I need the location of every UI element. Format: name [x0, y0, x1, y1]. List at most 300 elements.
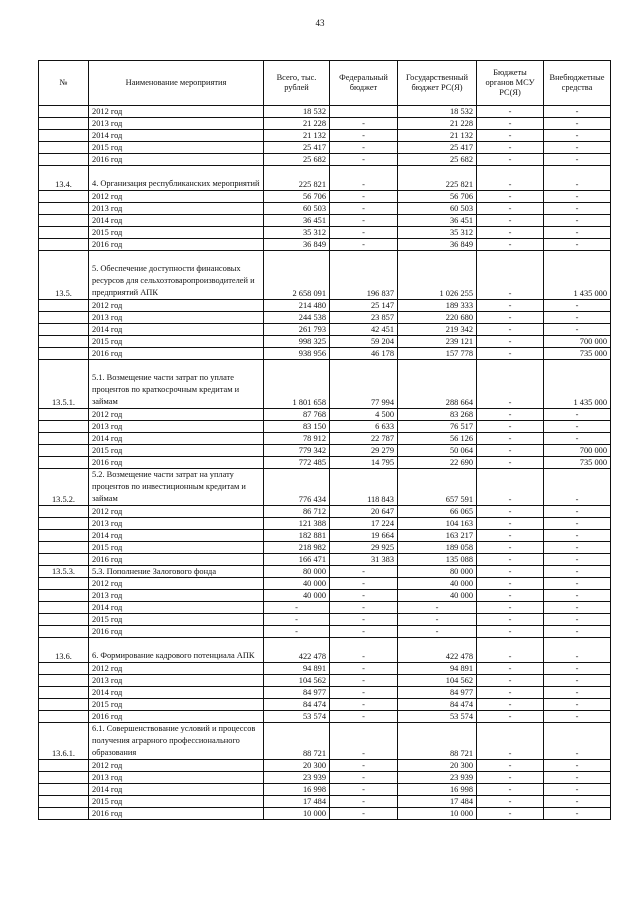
row-extra: - — [544, 432, 611, 444]
row-state: 80 000 — [398, 565, 477, 577]
table-row — [39, 468, 611, 505]
table-row — [39, 142, 611, 154]
row-name: 2012 год — [89, 408, 264, 420]
row-state: 20 300 — [398, 759, 477, 771]
row-name: 2013 год — [89, 771, 264, 783]
row-state: 60 503 — [398, 203, 477, 215]
row-state: 104 562 — [398, 675, 477, 687]
row-total: 1 801 658 — [264, 360, 330, 409]
row-federal: 14 795 — [330, 456, 398, 468]
table-row — [39, 614, 611, 626]
row-number — [39, 614, 89, 626]
row-extra: - — [544, 166, 611, 191]
row-federal: - — [330, 614, 398, 626]
row-msu: - — [477, 408, 544, 420]
row-msu: - — [477, 553, 544, 565]
row-total: 938 956 — [264, 348, 330, 360]
row-number — [39, 420, 89, 432]
row-number — [39, 215, 89, 227]
row-federal: 118 843 — [330, 468, 398, 505]
row-state: 10 000 — [398, 808, 477, 820]
row-name: 2014 год — [89, 215, 264, 227]
table-row — [39, 251, 611, 300]
row-number — [39, 227, 89, 239]
row-name: 2013 год — [89, 420, 264, 432]
row-number — [39, 711, 89, 723]
row-federal: - — [330, 130, 398, 142]
row-total: 40 000 — [264, 589, 330, 601]
row-extra: - — [544, 118, 611, 130]
row-name: 2014 год — [89, 687, 264, 699]
row-number — [39, 675, 89, 687]
row-msu: - — [477, 239, 544, 251]
row-state: 18 532 — [398, 106, 477, 118]
row-extra: 1 435 000 — [544, 360, 611, 409]
row-number — [39, 299, 89, 311]
row-extra: - — [544, 106, 611, 118]
row-extra: - — [544, 142, 611, 154]
row-msu: - — [477, 444, 544, 456]
row-extra: - — [544, 215, 611, 227]
row-total: 36 451 — [264, 215, 330, 227]
row-msu: - — [477, 759, 544, 771]
table-row — [39, 336, 611, 348]
row-name: 2013 год — [89, 203, 264, 215]
table-row — [39, 638, 611, 663]
row-extra: - — [544, 420, 611, 432]
row-extra: - — [544, 771, 611, 783]
row-name: 2012 год — [89, 662, 264, 674]
row-extra: - — [544, 408, 611, 420]
table-row — [39, 444, 611, 456]
table-row — [39, 360, 611, 409]
row-msu: - — [477, 130, 544, 142]
table-row — [39, 408, 611, 420]
row-name: 2013 год — [89, 118, 264, 130]
row-federal: 22 787 — [330, 432, 398, 444]
row-extra: - — [544, 517, 611, 529]
row-state: 88 721 — [398, 723, 477, 760]
row-name: 2014 год — [89, 602, 264, 614]
row-state: 84 474 — [398, 699, 477, 711]
row-extra: - — [544, 299, 611, 311]
row-name: 4. Организация республиканских мероприятий — [89, 166, 264, 191]
row-name: 2013 год — [89, 517, 264, 529]
row-state: 25 682 — [398, 154, 477, 166]
row-msu: - — [477, 796, 544, 808]
row-extra: - — [544, 675, 611, 687]
row-total: 182 881 — [264, 529, 330, 541]
table-row — [39, 565, 611, 577]
row-state: 76 517 — [398, 420, 477, 432]
row-state: 36 451 — [398, 215, 477, 227]
row-extra: - — [544, 784, 611, 796]
row-name: 2015 год — [89, 699, 264, 711]
row-federal: 29 279 — [330, 444, 398, 456]
row-name: 2016 год — [89, 239, 264, 251]
row-state: 225 821 — [398, 166, 477, 191]
row-msu: - — [477, 577, 544, 589]
table-row — [39, 191, 611, 203]
row-federal: - — [330, 626, 398, 638]
row-extra: - — [544, 723, 611, 760]
row-name: 2014 год — [89, 784, 264, 796]
row-msu: - — [477, 565, 544, 577]
row-federal: - — [330, 784, 398, 796]
row-number — [39, 142, 89, 154]
row-total: 261 793 — [264, 323, 330, 335]
row-total: 244 538 — [264, 311, 330, 323]
row-state: 288 664 — [398, 360, 477, 409]
row-federal: - — [330, 759, 398, 771]
row-state: 50 064 — [398, 444, 477, 456]
row-federal: - — [330, 638, 398, 663]
row-number — [39, 553, 89, 565]
row-extra: - — [544, 565, 611, 577]
row-number — [39, 517, 89, 529]
row-total: 121 388 — [264, 517, 330, 529]
row-number — [39, 118, 89, 130]
row-name: 2015 год — [89, 142, 264, 154]
row-number — [39, 311, 89, 323]
row-msu: - — [477, 311, 544, 323]
table-row — [39, 784, 611, 796]
table-row — [39, 699, 611, 711]
row-state: 220 680 — [398, 311, 477, 323]
row-federal: - — [330, 227, 398, 239]
table-row — [39, 711, 611, 723]
row-federal: - — [330, 711, 398, 723]
row-msu: - — [477, 711, 544, 723]
row-federal: - — [330, 589, 398, 601]
row-name: 6.1. Совершенствование условий и процессов получения аграрного профессионального образования — [89, 723, 264, 760]
row-total: 60 503 — [264, 203, 330, 215]
row-total: 80 000 — [264, 565, 330, 577]
row-extra: - — [544, 191, 611, 203]
row-state: 239 121 — [398, 336, 477, 348]
row-federal: - — [330, 142, 398, 154]
row-msu: - — [477, 687, 544, 699]
row-number — [39, 589, 89, 601]
row-federal: 46 178 — [330, 348, 398, 360]
row-msu: - — [477, 251, 544, 300]
row-total: 94 891 — [264, 662, 330, 674]
row-msu: - — [477, 771, 544, 783]
table-row — [39, 675, 611, 687]
row-extra: - — [544, 808, 611, 820]
row-state: 83 268 — [398, 408, 477, 420]
table-row — [39, 239, 611, 251]
row-federal: 23 857 — [330, 311, 398, 323]
row-extra: - — [544, 614, 611, 626]
row-state: 40 000 — [398, 589, 477, 601]
table-row — [39, 154, 611, 166]
row-extra: - — [544, 203, 611, 215]
row-total: 422 478 — [264, 638, 330, 663]
row-name: 2015 год — [89, 614, 264, 626]
row-federal: - — [330, 154, 398, 166]
row-number — [39, 323, 89, 335]
row-number — [39, 602, 89, 614]
row-total: 25 682 — [264, 154, 330, 166]
row-name: 2016 год — [89, 553, 264, 565]
row-name: 2014 год — [89, 323, 264, 335]
row-state: 25 417 — [398, 142, 477, 154]
row-msu: - — [477, 299, 544, 311]
table-row — [39, 130, 611, 142]
row-msu: - — [477, 191, 544, 203]
row-msu: - — [477, 602, 544, 614]
row-extra: - — [544, 130, 611, 142]
row-name: 2012 год — [89, 191, 264, 203]
row-state: 36 849 — [398, 239, 477, 251]
table-row — [39, 432, 611, 444]
row-federal: 6 633 — [330, 420, 398, 432]
row-number — [39, 687, 89, 699]
row-number: 13.6. — [39, 638, 89, 663]
row-number — [39, 771, 89, 783]
row-msu: - — [477, 529, 544, 541]
row-federal: - — [330, 675, 398, 687]
row-name: 2015 год — [89, 336, 264, 348]
row-state: 94 891 — [398, 662, 477, 674]
row-state: 1 026 255 — [398, 251, 477, 300]
row-federal — [330, 106, 398, 118]
row-total: - — [264, 614, 330, 626]
row-total: 88 721 — [264, 723, 330, 760]
row-number — [39, 106, 89, 118]
row-name: 2012 год — [89, 759, 264, 771]
row-extra: 700 000 — [544, 336, 611, 348]
row-state: - — [398, 614, 477, 626]
row-federal: - — [330, 191, 398, 203]
header-total: Всего, тыс. рублей — [264, 61, 330, 106]
header-federal: Федеральный бюджет — [330, 61, 398, 106]
row-federal: 29 925 — [330, 541, 398, 553]
row-msu: - — [477, 203, 544, 215]
table-row — [39, 553, 611, 565]
row-state: 219 342 — [398, 323, 477, 335]
row-name: 5.2. Возмещение части затрат на уплату процентов по инвестиционным кредитам и займам — [89, 468, 264, 505]
table-row — [39, 589, 611, 601]
row-msu: - — [477, 118, 544, 130]
row-federal: 77 994 — [330, 360, 398, 409]
row-msu: - — [477, 505, 544, 517]
row-msu: - — [477, 614, 544, 626]
row-name: 2016 год — [89, 348, 264, 360]
row-msu: - — [477, 142, 544, 154]
header-row — [39, 61, 611, 106]
header-extra: Внебюджетные средства — [544, 61, 611, 106]
table-row — [39, 796, 611, 808]
row-extra: - — [544, 154, 611, 166]
row-total: 21 132 — [264, 130, 330, 142]
row-msu: - — [477, 348, 544, 360]
row-name: 2014 год — [89, 130, 264, 142]
row-msu: - — [477, 808, 544, 820]
row-name: 2015 год — [89, 541, 264, 553]
row-name: 5. Обеспечение доступности финансовых ресурсов для сельхозтоваропроизводителей и предприятий АПК — [89, 251, 264, 300]
row-msu: - — [477, 154, 544, 166]
row-federal: 17 224 — [330, 517, 398, 529]
row-federal: - — [330, 662, 398, 674]
row-number — [39, 796, 89, 808]
table-row — [39, 118, 611, 130]
row-federal: - — [330, 215, 398, 227]
row-msu: - — [477, 336, 544, 348]
row-state: 189 333 — [398, 299, 477, 311]
row-total: 772 485 — [264, 456, 330, 468]
row-state: 657 591 — [398, 468, 477, 505]
row-federal: - — [330, 687, 398, 699]
table-row — [39, 602, 611, 614]
table-row — [39, 529, 611, 541]
row-state: 23 939 — [398, 771, 477, 783]
row-extra: - — [544, 662, 611, 674]
row-number: 13.6.1. — [39, 723, 89, 760]
row-name: 2016 год — [89, 626, 264, 638]
row-total: 2 658 091 — [264, 251, 330, 300]
row-total: 779 342 — [264, 444, 330, 456]
row-federal: 20 647 — [330, 505, 398, 517]
row-extra: - — [544, 529, 611, 541]
row-total: 84 474 — [264, 699, 330, 711]
row-msu: - — [477, 420, 544, 432]
row-state: 56 126 — [398, 432, 477, 444]
row-total: 998 325 — [264, 336, 330, 348]
row-federal: - — [330, 166, 398, 191]
table-row — [39, 626, 611, 638]
row-total: 78 912 — [264, 432, 330, 444]
row-extra: - — [544, 638, 611, 663]
row-federal: - — [330, 723, 398, 760]
row-total: 36 849 — [264, 239, 330, 251]
row-total: - — [264, 626, 330, 638]
row-total: 35 312 — [264, 227, 330, 239]
row-name: 2016 год — [89, 711, 264, 723]
row-msu: - — [477, 106, 544, 118]
row-number — [39, 759, 89, 771]
row-state: 56 706 — [398, 191, 477, 203]
table-row — [39, 505, 611, 517]
row-federal: 31 383 — [330, 553, 398, 565]
row-name: 2012 год — [89, 577, 264, 589]
row-extra: - — [544, 699, 611, 711]
row-number: 13.5.3. — [39, 565, 89, 577]
row-extra: - — [544, 577, 611, 589]
table-row — [39, 299, 611, 311]
row-state: 40 000 — [398, 577, 477, 589]
row-number: 13.5.2. — [39, 468, 89, 505]
row-extra: - — [544, 227, 611, 239]
row-total: 776 434 — [264, 468, 330, 505]
row-name: 2013 год — [89, 675, 264, 687]
table-row — [39, 348, 611, 360]
table-row — [39, 517, 611, 529]
row-federal: 4 500 — [330, 408, 398, 420]
table-row — [39, 215, 611, 227]
table-row — [39, 311, 611, 323]
table-row — [39, 687, 611, 699]
row-federal: - — [330, 808, 398, 820]
table-row — [39, 759, 611, 771]
row-number — [39, 191, 89, 203]
row-total: 21 228 — [264, 118, 330, 130]
row-name: 2012 год — [89, 505, 264, 517]
row-number — [39, 130, 89, 142]
row-extra: - — [544, 239, 611, 251]
row-federal: - — [330, 577, 398, 589]
row-federal: - — [330, 203, 398, 215]
table-row — [39, 166, 611, 191]
row-number — [39, 505, 89, 517]
row-total: 40 000 — [264, 577, 330, 589]
row-federal: - — [330, 699, 398, 711]
row-total: 218 982 — [264, 541, 330, 553]
row-state: 16 998 — [398, 784, 477, 796]
row-number — [39, 444, 89, 456]
row-total: 10 000 — [264, 808, 330, 820]
row-federal: - — [330, 771, 398, 783]
row-extra: - — [544, 311, 611, 323]
row-msu: - — [477, 723, 544, 760]
row-state: 157 778 — [398, 348, 477, 360]
row-federal: - — [330, 239, 398, 251]
row-name: 2012 год — [89, 106, 264, 118]
row-federal: - — [330, 565, 398, 577]
row-name: 2016 год — [89, 456, 264, 468]
row-total: 225 821 — [264, 166, 330, 191]
row-name: 2016 год — [89, 154, 264, 166]
row-total: 166 471 — [264, 553, 330, 565]
header-state: Государственный бюджет РС(Я) — [398, 61, 477, 106]
table-row — [39, 662, 611, 674]
row-number — [39, 577, 89, 589]
row-number — [39, 541, 89, 553]
row-number — [39, 784, 89, 796]
row-federal: - — [330, 118, 398, 130]
row-state: 22 690 — [398, 456, 477, 468]
row-extra: - — [544, 687, 611, 699]
row-extra: - — [544, 323, 611, 335]
row-msu: - — [477, 215, 544, 227]
row-total: 17 484 — [264, 796, 330, 808]
row-number: 13.5.1. — [39, 360, 89, 409]
row-federal: - — [330, 796, 398, 808]
table-row — [39, 227, 611, 239]
row-federal: 42 451 — [330, 323, 398, 335]
table-row — [39, 723, 611, 760]
row-state: 163 217 — [398, 529, 477, 541]
row-total: 86 712 — [264, 505, 330, 517]
header-name: Наименование мероприятия — [89, 61, 264, 106]
row-number — [39, 348, 89, 360]
row-state: 104 163 — [398, 517, 477, 529]
row-federal: - — [330, 602, 398, 614]
table-row — [39, 106, 611, 118]
row-state: 422 478 — [398, 638, 477, 663]
row-total: 104 562 — [264, 675, 330, 687]
row-total: 83 150 — [264, 420, 330, 432]
row-number — [39, 154, 89, 166]
row-name: 6. Формирование кадрового потенциала АПК — [89, 638, 264, 663]
row-total: 23 939 — [264, 771, 330, 783]
row-msu: - — [477, 638, 544, 663]
row-state: - — [398, 602, 477, 614]
row-msu: - — [477, 699, 544, 711]
row-msu: - — [477, 589, 544, 601]
row-state: 17 484 — [398, 796, 477, 808]
